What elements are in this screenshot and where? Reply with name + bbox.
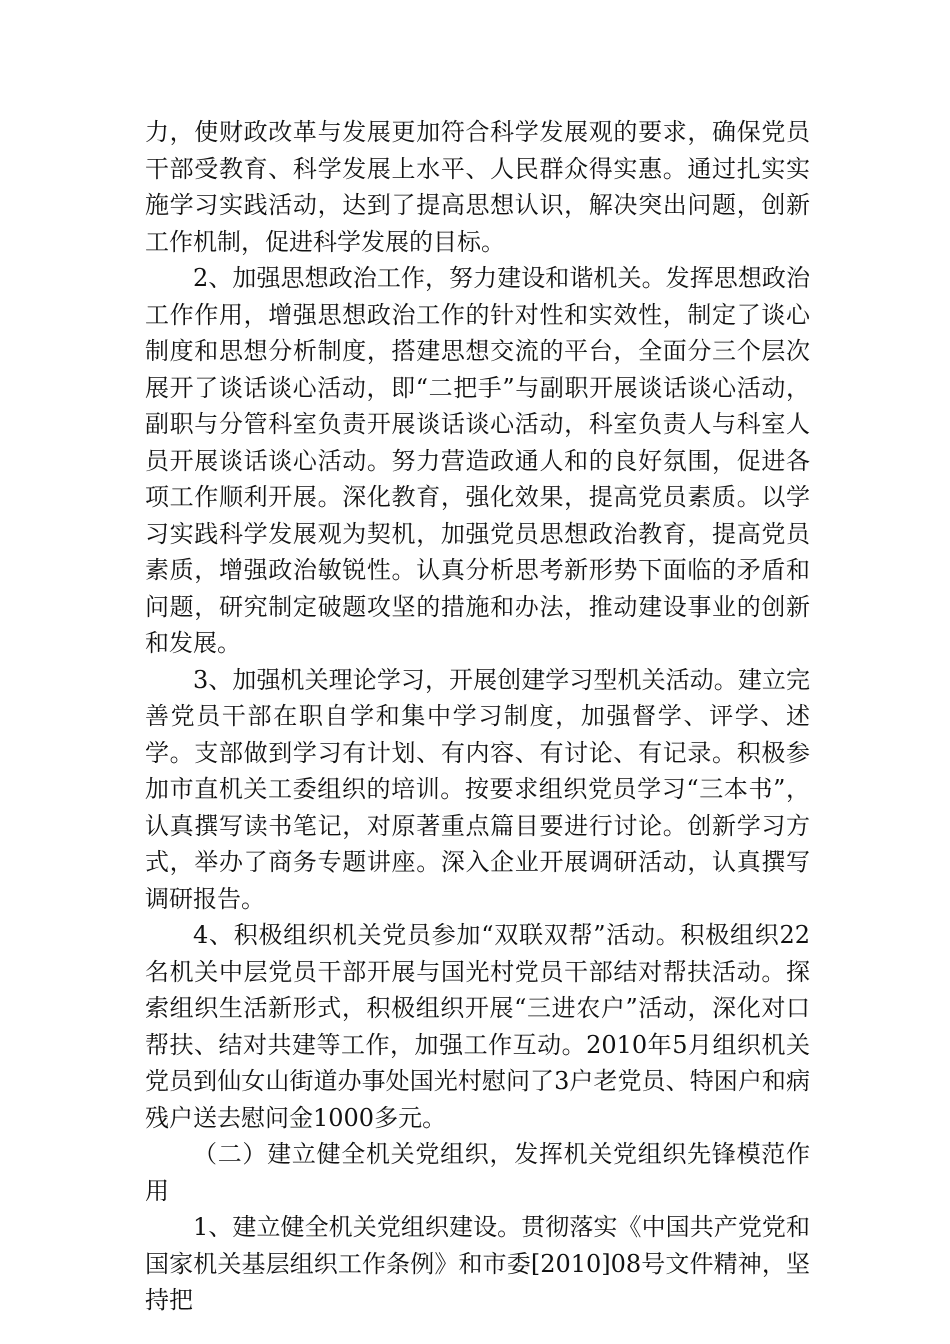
paragraph-item-1: 1、建立健全机关党组织建设。贯彻落实《中国共产党党和国家机关基层组织工作条例》和市委[2010]08号文件精神，坚持把: [145, 1213, 810, 1314]
paragraph-item-3: 3、加强机关理论学习，开展创建学习型机关活动。建立完善党员干部在职自学和集中学习制度，加强督学、评学、述学。支部做到学习有计划、有内容、有讨论、有记录。积极参加市直机关工委组织的培训。按要求组织党员学习“三本书”，认真撰写读书笔记，对原著重点篇目要进行讨论。创新学习方式，举办了商务专题讲座。深入企业开展调研活动，认真撰写调研报告。: [145, 665, 810, 913]
paragraph-item-4: 4、积极组织机关党员参加“双联双帮”活动。积极组织22名机关中层党员干部开展与国光村党员干部结对帮扶活动。探索组织生活新形式，积极组织开展“三进农户”活动，深化对口帮扶、结对共建等工作，加强工作互动。2010年5月组织机关党员到仙女山街道办事处国光村慰问了3户老党员、特困户和病残户送去慰问金1000多元。: [145, 921, 810, 1132]
section-heading: （二）建立健全机关党组织，发挥机关党组织先锋模范作用: [145, 1140, 810, 1205]
paragraph-continuation: 力，使财政改革与发展更加符合科学发展观的要求，确保党员干部受教育、科学发展上水平、人民群众得实惠。通过扎实实施学习实践活动，达到了提高思想认识，解决突出问题，创新工作机制，促进科学发展的目标。: [145, 118, 810, 256]
document-page: [145, 114, 810, 1319]
paragraph-item-2: 2、加强思想政治工作，努力建设和谐机关。发挥思想政治工作作用，增强思想政治工作的针对性和实效性，制定了谈心制度和思想分析制度，搭建思想交流的平台，全面分三个层次展开了谈话谈心活动，即“二把手”与副职开展谈话谈心活动，副职与分管科室负责开展谈话谈心活动，科室负责人与科室人员开展谈话谈心活动。努力营造政通人和的良好氛围，促进各项工作顺利开展。深化教育，强化效果，提高党员素质。以学习实践科学发展观为契机，加强党员思想政治教育，提高党员素质，增强政治敏锐性。认真分析思考新形势下面临的矛盾和问题，研究制定破题攻坚的措施和办法，推动建设事业的创新和发展。: [145, 264, 810, 657]
